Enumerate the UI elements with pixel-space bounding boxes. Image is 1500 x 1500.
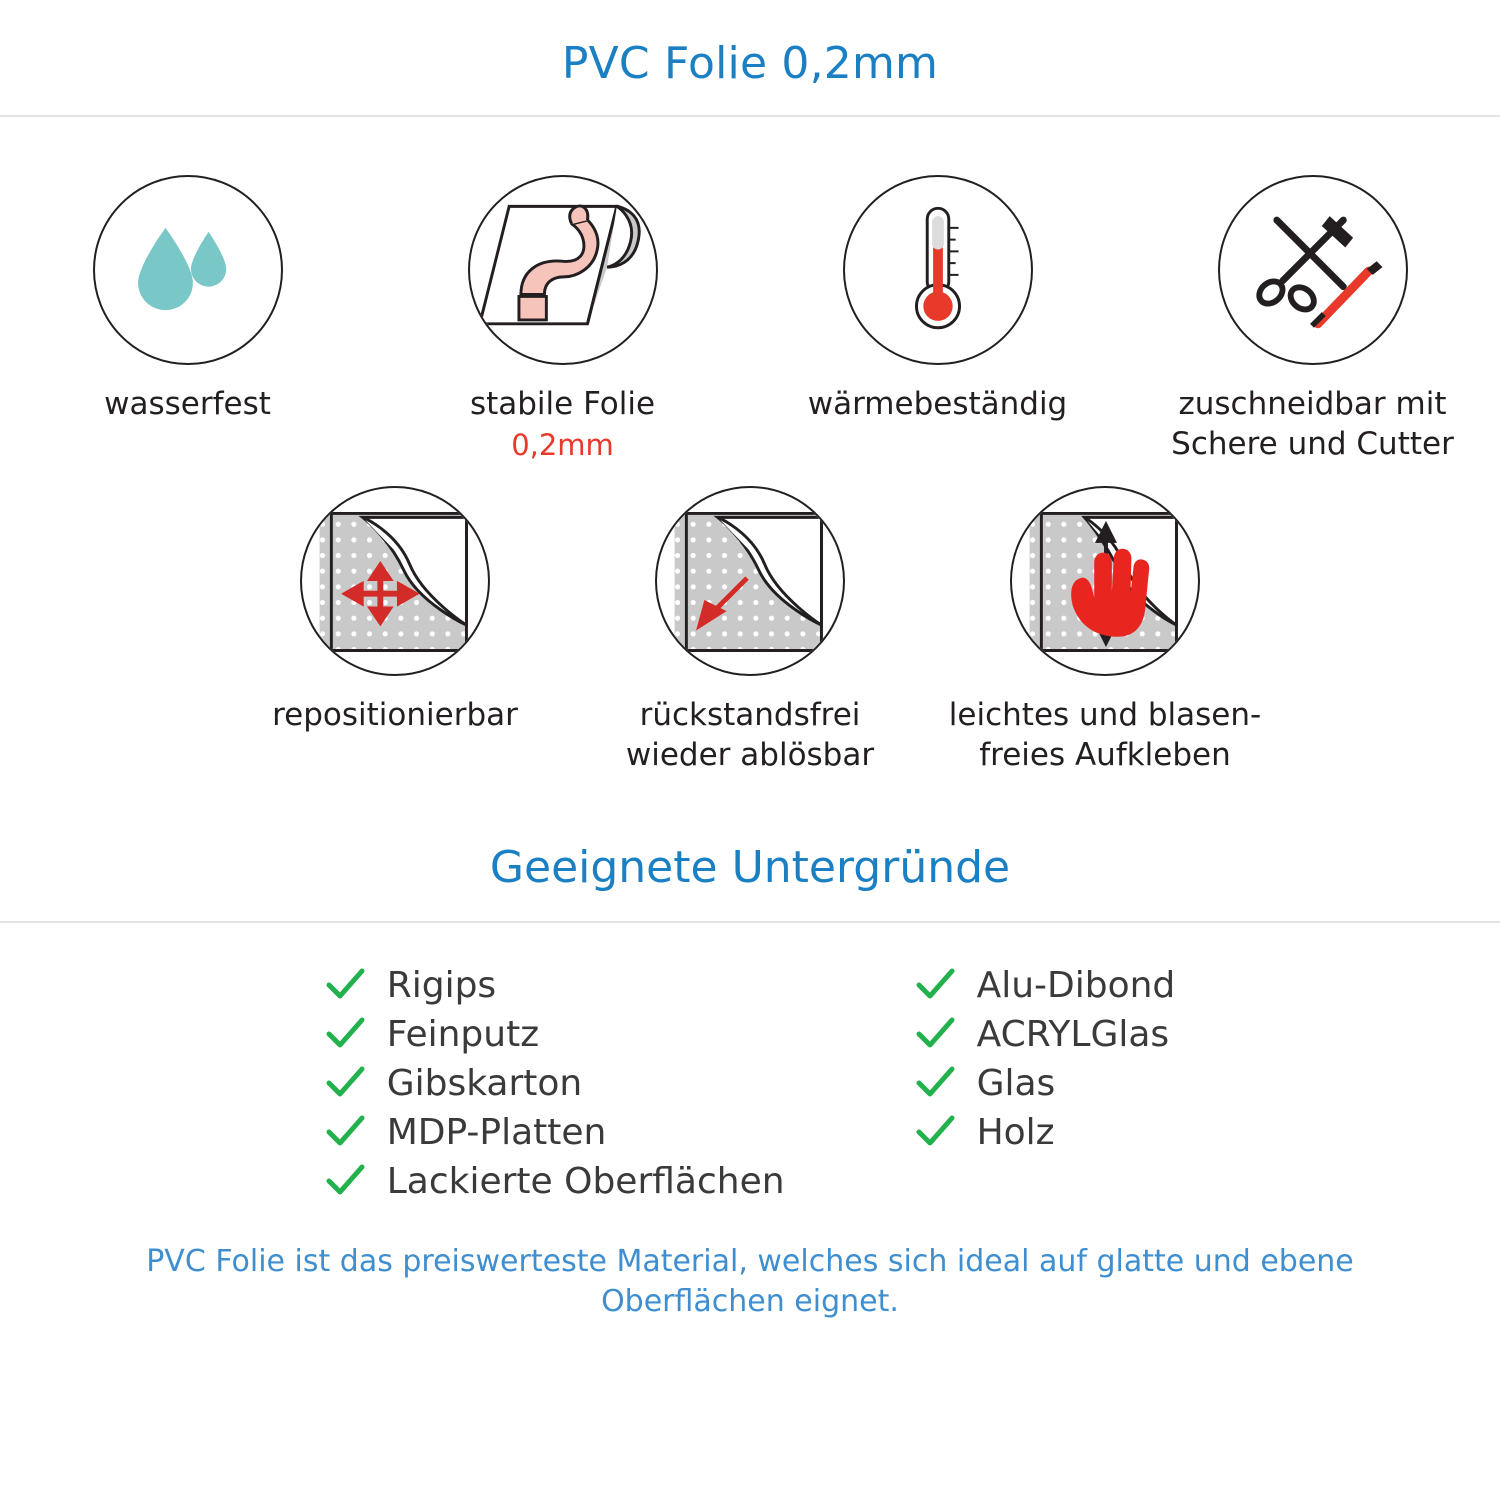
check-icon — [325, 1063, 365, 1103]
check-icon — [325, 1112, 365, 1152]
features-section — [0, 117, 1500, 776]
feature-blasenfrei — [928, 486, 1283, 775]
check-icon — [915, 1112, 955, 1152]
check-icon — [325, 1014, 365, 1054]
list-item — [915, 1063, 1176, 1104]
feature-row-1 — [0, 175, 1500, 464]
substrates-column-left — [325, 965, 785, 1202]
reposition-arrows-icon — [300, 486, 490, 676]
list-item — [325, 1112, 785, 1153]
feature-row-2 — [0, 486, 1500, 775]
feature-label: repositionierbar — [272, 697, 518, 734]
list-item-label: Gibskarton — [386, 1062, 583, 1104]
check-icon — [915, 965, 955, 1005]
substrates-section — [0, 923, 1500, 1202]
list-item-label: Glas — [976, 1062, 1056, 1104]
feature-label: rückstandsfrei wieder ablösbar — [625, 697, 875, 774]
list-item — [325, 965, 785, 1006]
feature-label: wärmebeständig — [807, 386, 1068, 422]
section-subtitle: Geeignete Untergründe — [489, 841, 1011, 893]
feature-label: leichtes und blasen- freies Aufkleben — [948, 697, 1262, 774]
page-title: PVC Folie 0,2mm — [561, 38, 939, 89]
list-item — [325, 1014, 785, 1055]
list-item — [915, 965, 1176, 1006]
list-item-label: Alu-Dibond — [976, 964, 1176, 1006]
feature-label: wasserfest — [104, 386, 271, 422]
check-icon — [325, 1161, 365, 1201]
substrates-column-right — [915, 965, 1176, 1202]
feature-zuschneidbar — [1125, 175, 1500, 464]
list-item-label: Feinputz — [386, 1013, 540, 1055]
list-item — [915, 1112, 1176, 1153]
feature-stabile-folie — [375, 175, 750, 464]
list-item-label: ACRYLGlas — [976, 1013, 1170, 1055]
check-icon — [325, 965, 365, 1005]
thermometer-icon — [843, 175, 1033, 365]
list-item-label: MDP-Platten — [386, 1111, 607, 1153]
water-drops-icon — [93, 175, 283, 365]
feature-label: zuschneidbar mit Schere und Cutter — [1171, 386, 1454, 462]
peel-off-arrow-icon — [655, 486, 845, 676]
strong-arm-film-icon — [468, 175, 658, 365]
list-item — [325, 1161, 785, 1202]
feature-label-text: stabile Folie — [469, 386, 656, 422]
feature-repositionierbar — [218, 486, 573, 736]
feature-waermebestaendig — [750, 175, 1125, 425]
list-item-label: Rigips — [386, 964, 497, 1006]
feature-rueckstandsfrei — [573, 486, 928, 775]
hand-smoothing-icon — [1010, 486, 1200, 676]
list-item — [325, 1063, 785, 1104]
list-item — [915, 1014, 1176, 1055]
check-icon — [915, 1063, 955, 1103]
feature-wasserfest — [0, 175, 375, 425]
scissors-cutter-icon — [1218, 175, 1408, 365]
list-item-label: Lackierte Oberflächen — [386, 1160, 785, 1202]
footer-note: PVC Folie ist das preiswerteste Material, welches sich ideal auf glatte und ebene Oberflächen eignet. — [146, 1243, 1354, 1320]
feature-thickness: 0,2mm — [511, 427, 614, 462]
list-item-label: Holz — [976, 1111, 1055, 1153]
check-icon — [915, 1014, 955, 1054]
feature-label — [470, 385, 655, 464]
